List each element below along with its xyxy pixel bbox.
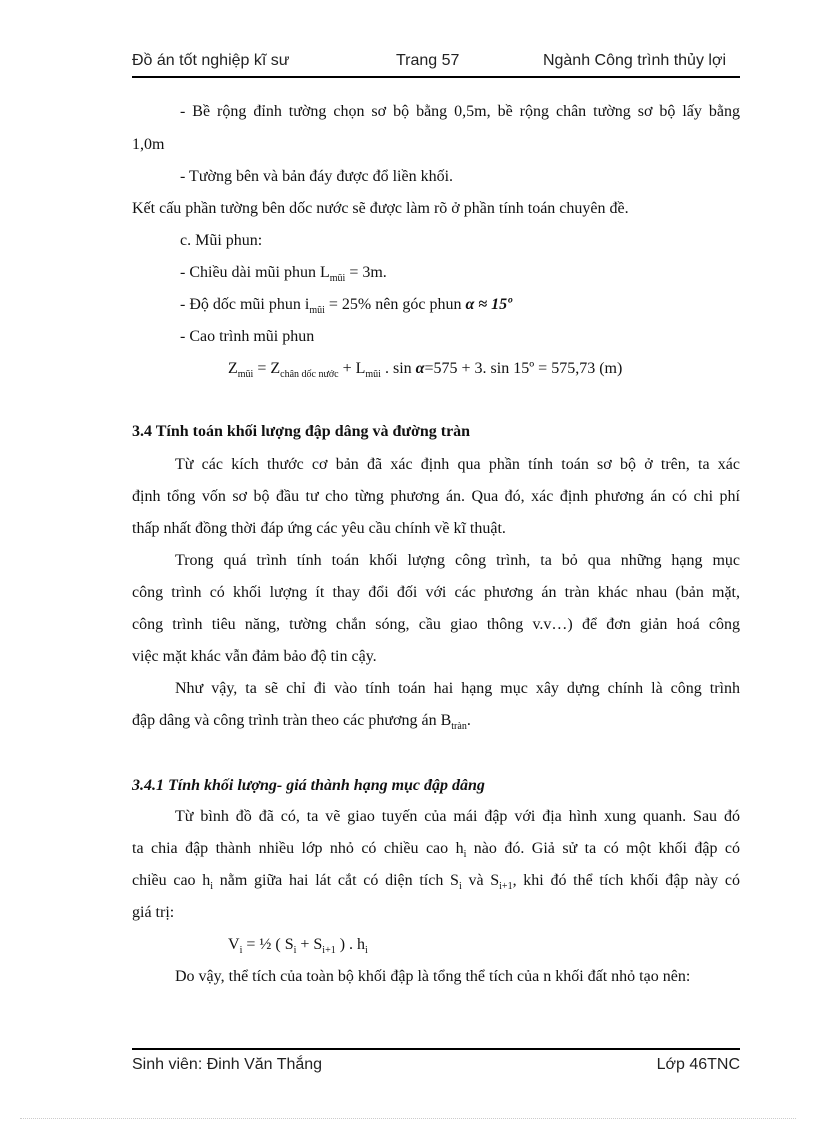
- text-line: c. Mũi phun:: [180, 232, 263, 249]
- page-footer: [132, 1048, 740, 1080]
- text-line: giá trị:: [132, 904, 175, 921]
- section-heading-3-4-1: 3.4.1 Tính khối lượng- giá thành hạng mục đập dâng: [132, 777, 485, 794]
- page-edge-divider: [20, 1118, 796, 1119]
- text-line: - Độ dốc mũi phun $i_{mũi} = 25\%$ nên góc phun α ≈ 15º: [180, 296, 512, 316]
- alpha-symbol: α ≈ 15º: [465, 296, 512, 313]
- text-line: định tổng vốn sơ bộ đầu tư cho từng phương án. Qua đó, xác định phương án có chi phí: [132, 488, 740, 505]
- header-left: Đồ án tốt nghiệp kĩ sư: [132, 52, 290, 69]
- text-line: Từ các kích thước cơ bản đã xác định qua phần tính toán sơ bộ ở trên, ta xác: [175, 456, 740, 473]
- text-line: Kết cấu phần tường bên dốc nước sẽ được làm rõ ở phần tính toán chuyên đề.: [132, 200, 629, 217]
- text-line: Như vậy, ta sẽ chỉ đi vào tính toán hai hạng mục xây dựng chính là công trình: [175, 680, 740, 697]
- header-page-number: Trang 57: [396, 52, 460, 69]
- text-line: công trình tiêu năng, tường chắn sóng, cầu giao thông v.v…) để đơn giản hoá công: [132, 616, 740, 633]
- header-right: Ngành Công trình thủy lợi: [542, 52, 726, 69]
- text-line: công trình có khối lượng ít thay đổi đối với các phương án tràn khác nhau (bản mặt,: [132, 584, 740, 601]
- text-line: - Cao trình mũi phun: [180, 328, 315, 345]
- text-line: 1,0m: [132, 136, 165, 153]
- text-line: ta chia đập thành nhiều lớp nhỏ có chiều cao $h_i$ nào đó. Giả sử ta có một khối đập có: [132, 840, 740, 860]
- text-line: - Bề rộng đỉnh tường chọn sơ bộ bằng 0,5m, bề rộng chân tường sơ bộ lấy bằng: [180, 103, 740, 120]
- text-line: đập dâng và công trình tràn theo các phương án $B_{tràn}$.: [132, 712, 471, 732]
- page-header: [132, 50, 740, 78]
- text-line: thấp nhất đồng thời đáp ứng các yêu cầu chính về kĩ thuật.: [132, 520, 506, 537]
- formula-v-i: $V_i$ = ½ ( $S_i + S_{i+1}$ ) . $h_i$: [228, 936, 368, 956]
- text-line: việc mặt khác vẫn đảm bảo độ tin cậy.: [132, 648, 377, 665]
- formula-z-mui: $Z_{mũi} = Z_{chân dốc nước} + L_{mũi}$ . sin α=575 + 3. sin 15º = 575,73 (m): [228, 360, 623, 380]
- text-line: Trong quá trình tính toán khối lượng công trình, ta bỏ qua những hạng mục: [175, 552, 740, 569]
- footer-right: Lớp 46TNC: [656, 1056, 740, 1073]
- text-line: Từ bình đồ đã có, ta vẽ giao tuyến của mái đập với địa hình xung quanh. Sau đó: [175, 808, 740, 825]
- section-heading-3-4: 3.4 Tính toán khối lượng đập dâng và đường tràn: [132, 423, 471, 440]
- text-line: chiều cao $h_i$ nằm giữa hai lát cắt có diện tích $S_i$ và $S_{i+1}$, khi đó thể tích khối đập này có: [132, 872, 740, 892]
- text-line: - Tường bên và bản đáy được đổ liền khối.: [180, 168, 454, 185]
- footer-left: Sinh viên: Đinh Văn Thắng: [132, 1056, 323, 1073]
- text-line: - Chiều dài mũi phun $L_{mũi} = 3m$.: [180, 264, 387, 284]
- text-line: Do vậy, thể tích của toàn bộ khối đập là tổng thể tích của n khối đất nhỏ tạo nên:: [175, 968, 691, 985]
